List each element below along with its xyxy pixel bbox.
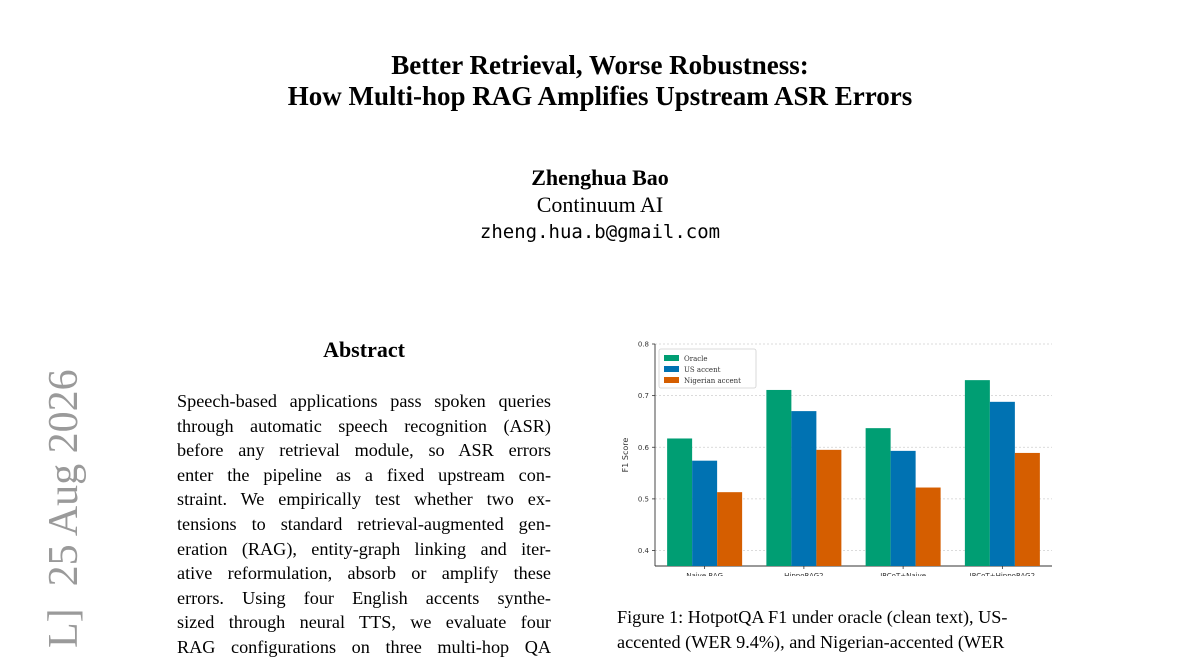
abstract-line: before any retrieval module, so ASR errors: [177, 440, 551, 461]
arxiv-category-fragment: L]: [41, 608, 87, 648]
x-tick-label: Naive RAG: [686, 572, 724, 576]
y-axis-label: F1 Score: [621, 437, 630, 473]
bar-us-accent: [791, 411, 816, 566]
x-tick-label: HippoRAG2: [784, 572, 824, 576]
arxiv-date: 25 Aug 2026: [41, 369, 87, 587]
caption-line: accented (WER 9.4%), and Nigerian-accented (WER: [617, 631, 1005, 652]
abstract-line: eration (RAG), entity-graph linking and iter-: [177, 538, 551, 559]
x-tick-label: IRCoT+HippoRAG2: [969, 572, 1036, 576]
bar-us-accent: [990, 402, 1015, 566]
y-tick-label: 0.5: [637, 495, 649, 504]
bar-oracle: [766, 390, 791, 566]
legend-label: Nigerian accent: [684, 377, 741, 385]
abstract-body: [177, 389, 551, 660]
figure-caption: [617, 605, 1067, 654]
bar-nigerian-accent: [717, 492, 742, 566]
legend-swatch: [664, 366, 679, 372]
author-email: zheng.hua.b@gmail.com: [479, 221, 721, 243]
legend-swatch: [664, 355, 679, 361]
legend-label: US accent: [684, 366, 721, 374]
abstract-line: sized through neural TTS, we evaluate four: [177, 612, 551, 633]
abstract-line: straint. We empirically test whether two ex-: [177, 489, 551, 510]
abstract-line: ative reformulation, absorb or amplify these: [177, 563, 551, 584]
x-tick-label: IRCoT+Naive: [880, 572, 927, 576]
abstract-line: RAG configurations on three multi-hop QA: [177, 636, 551, 657]
bar-nigerian-accent: [816, 450, 841, 566]
abstract-line: errors. Using four English accents synthe-: [177, 587, 551, 608]
bar-oracle: [667, 438, 692, 566]
bar-chart: [612, 336, 1072, 576]
abstract-heading: Abstract: [323, 337, 405, 362]
author-name: Zhenghua Bao: [531, 165, 669, 190]
abstract-line: through automatic speech recognition (ASR): [177, 415, 551, 436]
y-tick-label: 0.6: [637, 443, 649, 452]
bar-oracle: [866, 428, 891, 566]
bar-nigerian-accent: [916, 488, 941, 566]
title-line-1: Better Retrieval, Worse Robustness:: [391, 50, 809, 80]
y-tick-label: 0.4: [637, 547, 649, 556]
abstract-line: enter the pipeline as a fixed upstream con-: [177, 464, 551, 485]
paper-title: [0, 50, 1200, 112]
title-line-2: How Multi-hop RAG Amplifies Upstream ASR Errors: [287, 81, 913, 111]
y-tick-label: 0.8: [637, 340, 649, 349]
y-tick-label: 0.7: [637, 392, 649, 401]
author-block: [0, 164, 1200, 246]
bar-oracle: [965, 380, 990, 566]
arxiv-sidebar-stamp: [42, 369, 86, 648]
bar-nigerian-accent: [1015, 453, 1040, 566]
abstract-line: tensions to standard retrieval-augmented gen-: [177, 513, 551, 534]
bar-us-accent: [891, 451, 916, 566]
caption-line: Figure 1: HotpotQA F1 under oracle (clean text), US-: [617, 607, 1008, 627]
legend-label: Oracle: [684, 355, 708, 363]
figure-1: [612, 336, 1072, 576]
legend-swatch: [664, 377, 679, 383]
author-affiliation: Continuum AI: [536, 192, 664, 217]
bar-us-accent: [692, 461, 717, 566]
abstract-line: Speech-based applications pass spoken queries: [177, 391, 551, 411]
